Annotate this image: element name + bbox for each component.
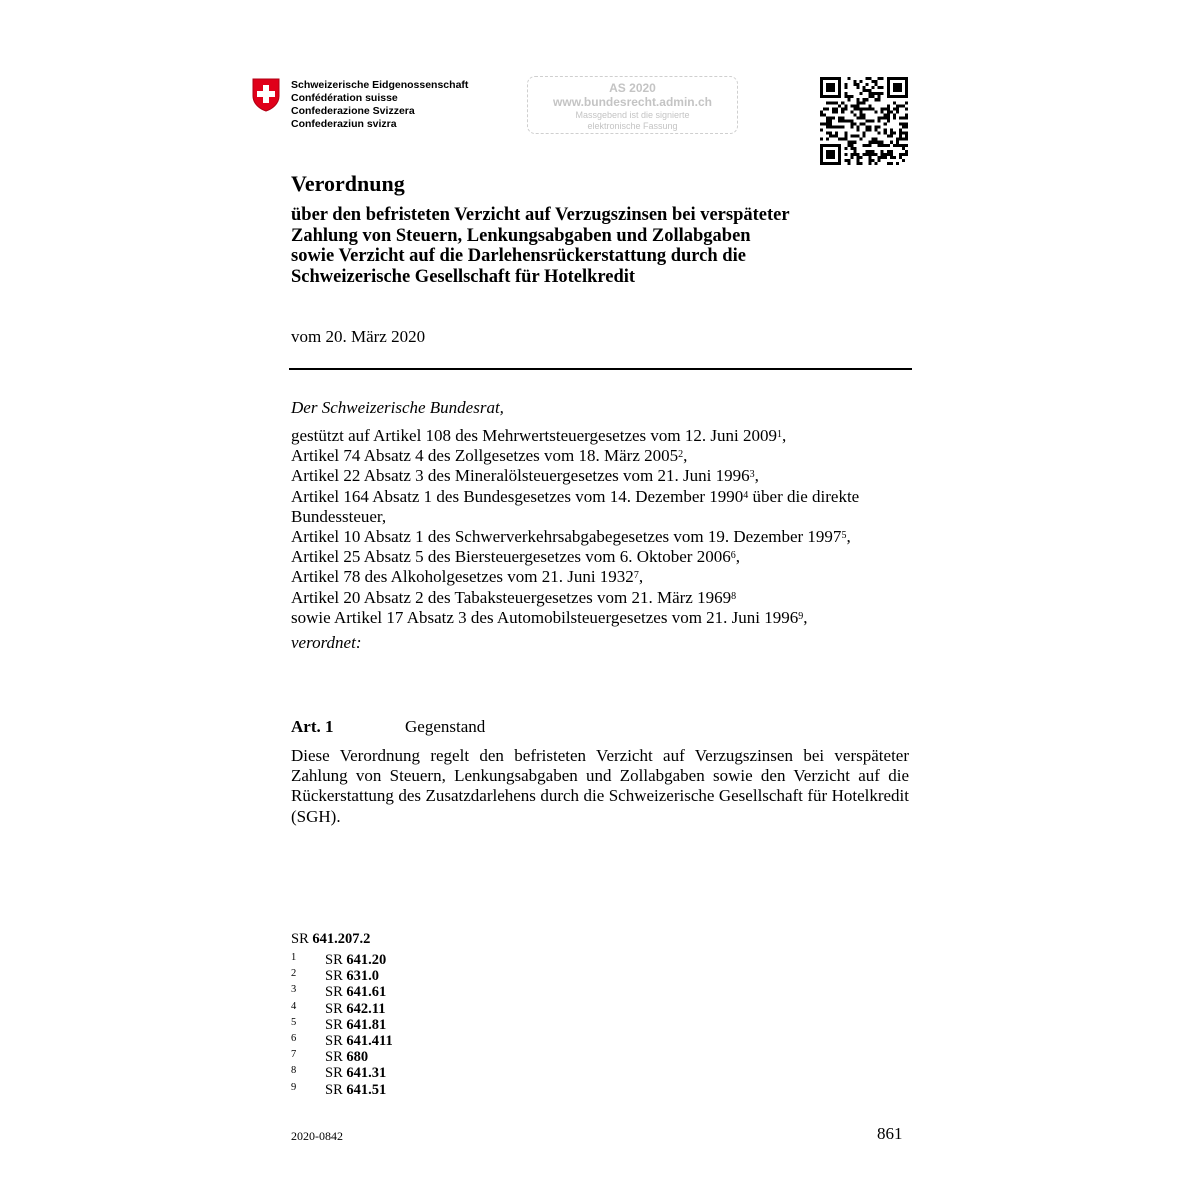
legal-basis-text: sowie Artikel 17 Absatz 3 des Automobilsteuergesetzes vom 21. Juni 1996 xyxy=(291,607,799,627)
legal-basis-suffix: , xyxy=(781,426,787,445)
confederation-name-de: Schweizerische Eidgenossenschaft xyxy=(291,79,469,91)
footnote-item xyxy=(291,1065,393,1081)
legal-basis-list xyxy=(291,426,911,628)
footnote-value xyxy=(325,1017,386,1033)
legal-basis-suffix: , xyxy=(754,466,759,486)
footnote-ref[interactable]: 5 xyxy=(841,530,847,542)
footnote-sr-prefix: SR xyxy=(325,1081,343,1098)
stamp-line-3: Massgebend ist die signierte xyxy=(575,110,690,120)
footnote-sr-prefix: SR xyxy=(325,984,343,1001)
footnote-value xyxy=(325,1065,386,1081)
article-number: Art. 1 xyxy=(291,717,334,736)
legal-basis-suffix: , xyxy=(638,567,644,587)
footnote-item xyxy=(291,952,393,968)
legal-basis-line xyxy=(291,466,911,486)
footnote-sr-number: 641.411 xyxy=(346,1033,393,1050)
footnote-sr-prefix: SR xyxy=(325,968,343,985)
document-id: 2020-0842 xyxy=(291,1129,343,1143)
footnote-value xyxy=(325,1082,386,1098)
confederation-name-fr: Confédération suisse xyxy=(291,92,398,104)
legal-basis-text: Artikel 78 des Alkoholgesetzes vom 21. Juni 1932 xyxy=(291,567,634,587)
legal-basis-line xyxy=(291,507,911,527)
footnote-sr-prefix: SR xyxy=(325,1000,343,1017)
sr-number xyxy=(291,931,370,948)
footnote-sr-prefix: SR xyxy=(325,952,343,968)
footnote-ref[interactable]: 1 xyxy=(776,429,782,440)
stamp-line-1: AS 2020 xyxy=(609,81,656,95)
footnote-sr-number: 641.61 xyxy=(346,984,387,1001)
horizontal-rule xyxy=(289,368,912,370)
legal-basis-suffix: , xyxy=(846,527,851,547)
legal-basis-text: Artikel 164 Absatz 1 des Bundesgesetzes vom 14. Dezember 1990 xyxy=(291,486,744,506)
legal-basis-suffix: , xyxy=(803,607,808,627)
footnote-sr-number: 641.31 xyxy=(346,1065,387,1082)
footnote-list xyxy=(291,952,393,1098)
legal-basis-line xyxy=(291,588,911,608)
footnote-ref[interactable]: 8 xyxy=(731,590,737,602)
stamp-line-4: elektronische Fassung xyxy=(587,121,678,131)
legal-basis-line xyxy=(291,426,911,446)
legal-basis-line xyxy=(291,567,911,587)
footnote-number: 7 xyxy=(291,1049,297,1061)
legal-basis-line xyxy=(291,446,911,466)
footnote-item xyxy=(291,1017,393,1033)
sr-prefix: SR xyxy=(291,931,309,947)
document-subtitle xyxy=(291,205,891,287)
footnote-number: 1 xyxy=(291,952,297,963)
footnote-ref[interactable]: 2 xyxy=(678,449,684,461)
document-title: Verordnung xyxy=(291,171,405,196)
stamp-line-2: www.bundesrecht.admin.ch xyxy=(553,95,712,109)
footnote-sr-number: 680 xyxy=(346,1049,369,1066)
subtitle-line: sowie Verzicht auf die Darlehensrückerstattung durch die xyxy=(291,246,746,266)
footnote-value xyxy=(325,1001,385,1017)
footnote-item xyxy=(291,968,393,984)
legal-basis-text: Artikel 22 Absatz 3 des Mineralölsteuergesetzes vom 21. Juni 1996 xyxy=(291,466,750,486)
footnote-item xyxy=(291,984,393,1000)
footnote-item xyxy=(291,1082,393,1098)
footnote-value xyxy=(325,984,386,1000)
confederation-name-it: Confederazione Svizzera xyxy=(291,105,415,117)
footnote-value xyxy=(325,1033,393,1049)
footnote-sr-prefix: SR xyxy=(325,1033,343,1050)
footnote-sr-prefix: SR xyxy=(325,1016,343,1033)
subtitle-line: Zahlung von Steuern, Lenkungsabgaben und Zollabgaben xyxy=(291,225,751,246)
footnote-ref[interactable]: 6 xyxy=(730,550,736,562)
confederation-name-rm: Confederaziun svizra xyxy=(291,118,397,130)
footnote-value xyxy=(325,952,386,968)
footnote-ref[interactable]: 9 xyxy=(798,610,804,622)
footnote-number: 9 xyxy=(291,1081,297,1093)
footnote-value xyxy=(325,968,379,984)
legal-basis-text: gestützt auf Artikel 108 des Mehrwertsteuergesetzes vom 12. Juni 2009 xyxy=(291,426,777,445)
footnote-item xyxy=(291,1049,393,1065)
footnote-number: 4 xyxy=(291,1000,297,1012)
footnote-number: 6 xyxy=(291,1033,297,1045)
legal-basis-text: Artikel 74 Absatz 4 des Zollgesetzes vom 18. März 2005 xyxy=(291,446,679,466)
legal-basis-line xyxy=(291,487,911,507)
sr-value: 641.207.2 xyxy=(312,931,371,947)
legal-basis-suffix: über die direkte xyxy=(748,486,860,506)
footnote-number: 3 xyxy=(291,984,297,996)
legal-basis-line xyxy=(291,608,911,628)
footnote-ref[interactable]: 4 xyxy=(743,489,749,501)
footnote-value xyxy=(325,1049,368,1065)
footnote-ref[interactable]: 3 xyxy=(749,469,755,481)
footnote-sr-number: 631.0 xyxy=(346,968,379,985)
issuing-authority: Der Schweizerische Bundesrat, xyxy=(291,398,504,417)
legal-basis-text: Bundessteuer, xyxy=(291,506,387,526)
qr-code-icon xyxy=(820,77,908,165)
footnote-number: 2 xyxy=(291,968,297,980)
footnote-ref[interactable]: 7 xyxy=(633,570,639,582)
legal-basis-text: Artikel 20 Absatz 2 des Tabaksteuergesetzes vom 21. März 1969 xyxy=(291,587,732,607)
legal-basis-text: Artikel 10 Absatz 1 des Schwerverkehrsabgabegesetzes vom 19. Dezember 1997 xyxy=(291,527,842,547)
legal-basis-line xyxy=(291,547,911,567)
footnote-sr-number: 641.51 xyxy=(346,1081,387,1098)
footnote-number: 8 xyxy=(291,1065,297,1077)
legal-basis-suffix: , xyxy=(735,547,740,567)
footnote-item xyxy=(291,1001,393,1017)
subtitle-line: Schweizerische Gesellschaft für Hotelkredit xyxy=(291,266,636,287)
footnote-sr-number: 641.81 xyxy=(346,1016,387,1033)
swiss-cross-icon xyxy=(252,78,280,112)
article-heading: Gegenstand xyxy=(405,717,486,736)
legal-basis-text: Artikel 25 Absatz 5 des Biersteuergesetzes vom 6. Oktober 2006 xyxy=(291,547,731,567)
legal-basis-suffix: , xyxy=(683,446,688,466)
footnote-sr-prefix: SR xyxy=(325,1049,343,1066)
subtitle-line: über den befristeten Verzicht auf Verzugszinsen bei verspäteter xyxy=(291,205,790,225)
footnote-sr-number: 642.11 xyxy=(346,1000,386,1017)
footnote-sr-number: 641.20 xyxy=(346,952,387,968)
publication-stamp xyxy=(527,76,738,134)
footnote-number: 5 xyxy=(291,1016,297,1028)
confederation-names xyxy=(291,79,468,131)
page-number: 861 xyxy=(877,1124,903,1143)
enactment-clause: verordnet: xyxy=(291,633,362,652)
footnote-sr-prefix: SR xyxy=(325,1065,343,1082)
footnote-item xyxy=(291,1033,393,1049)
document-date: vom 20. März 2020 xyxy=(291,327,426,346)
article-text: Diese Verordnung regelt den befristeten Verzicht auf Verzugszinsen bei verspäteter Zahlung von Steuern, Lenkungsabgaben und Zollabgaben sowie den Verzicht auf die Rückerstattung des Zusatzdarlehens durch die Schweizerische Gesellschaft für Hotelkredit (SGH). xyxy=(291,746,909,826)
legal-basis-line xyxy=(291,527,911,547)
